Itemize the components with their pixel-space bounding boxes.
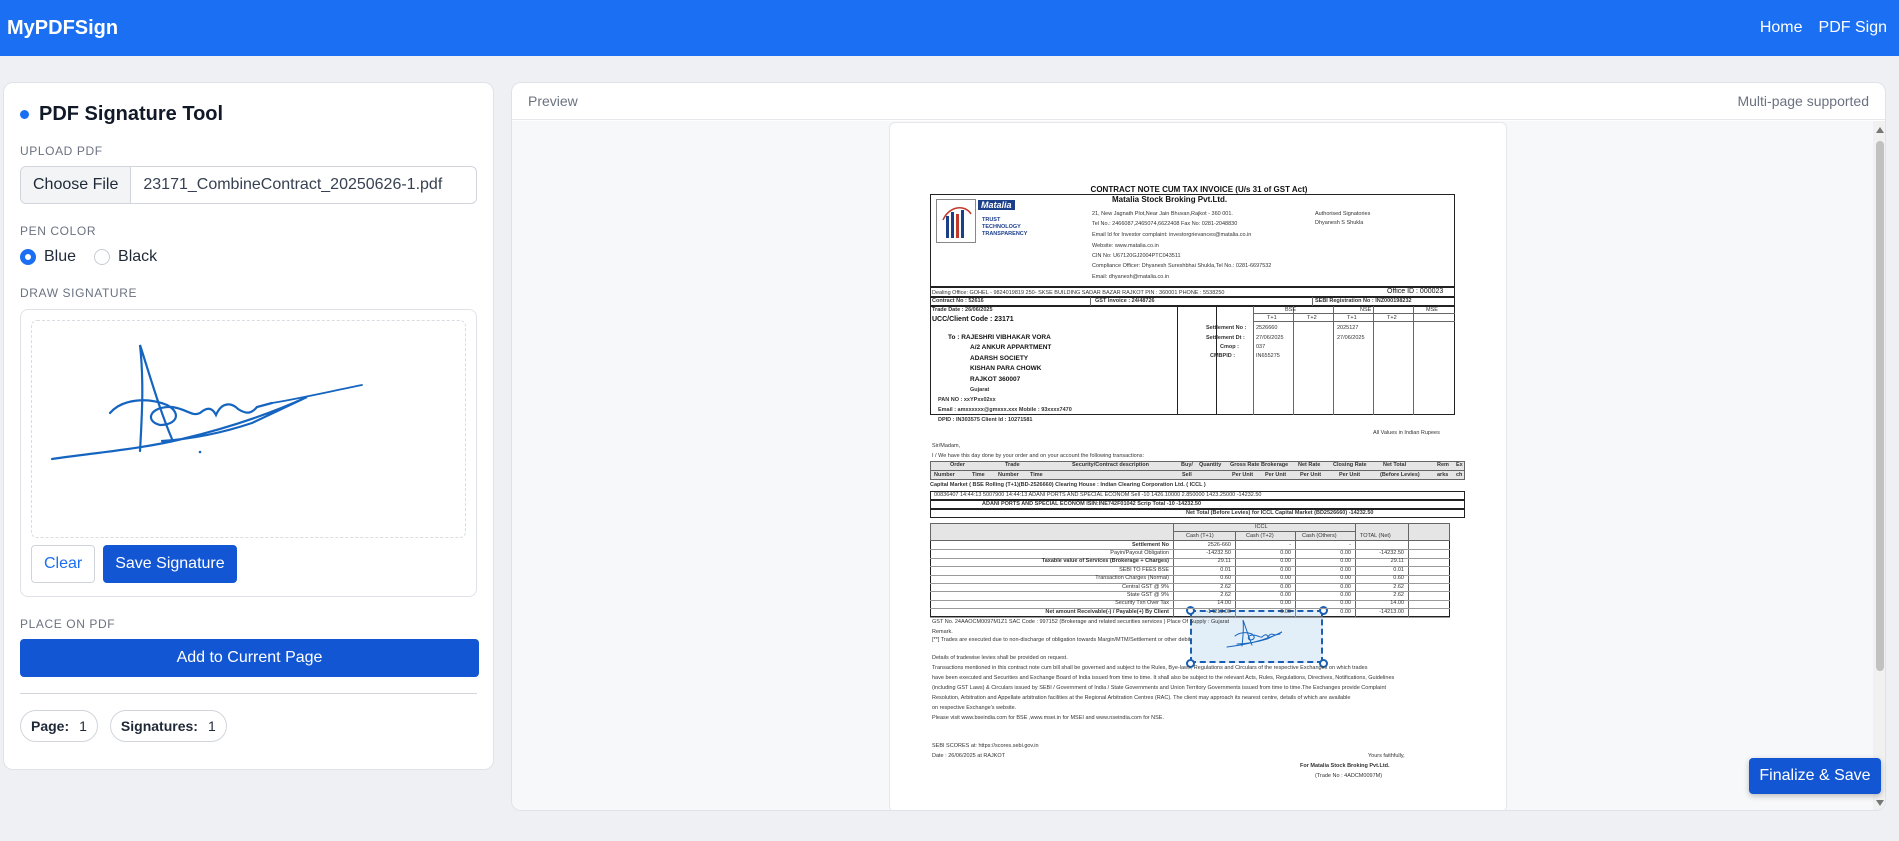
pen-color-black-label: Black [118,248,158,265]
settlement-value-1: 2526660 [1256,325,1278,331]
dealing-office: Dealing Office: GOHEL - 9824019819 250- SKSE BUILDING SADAR BAZAR RAJKOT PIN : 360001 PHONE : 5538250 [932,290,1225,296]
remark: Remark. [932,629,953,635]
client-name: To : RAJESHRI VIBHAKAR VORA [948,334,1051,341]
scroll-up-icon[interactable] [1876,127,1884,133]
summary-cell-label: Settlement No [1132,541,1169,548]
company-logo-icon [936,199,976,243]
nav-link-pdf-sign[interactable]: PDF Sign [1818,19,1887,36]
pen-color-label: PEN COLOR [20,224,97,238]
trade-sub-per-unit-3: Per Unit [1300,472,1322,478]
trade-sub-per-unit-4: Per Unit [1339,472,1361,478]
preview-scrollbar[interactable] [1873,121,1886,811]
grid-line [1173,523,1174,617]
logo-tagline-2: TECHNOLOGY [982,224,1021,230]
address-line-6: Compliance Officer: Dhyanesh Sureshbhai Shukla,Tel No.: 0281-6697532 [1092,263,1272,269]
summary-cell-v4: -14213.00 [1379,608,1404,615]
clear-signature-button[interactable]: Clear [31,545,95,583]
pdf-company-name: Matalia Stock Broking Pvt.Ltd. [1112,195,1228,204]
summary-cell-label: Security Txn Over Tax [1115,600,1169,607]
page-counter-label: Page: [31,718,70,734]
grid-line [1253,321,1455,322]
summary-cell-v3: 0.00 [1340,575,1351,582]
client-address-2: ADARSH SOCIETY [970,355,1029,362]
trade-sub-remarks: arks [1437,472,1449,478]
trade-header-remarks: Rem [1437,462,1449,468]
summary-cell-v3: 0.00 [1340,566,1351,573]
summary-cell-v1: 14.00 [1217,600,1231,607]
summary-cell-v3: 0.00 [1340,558,1351,565]
summary-header-cash-others: Cash (Others) [1302,533,1337,539]
save-signature-button[interactable]: Save Signature [103,545,236,583]
grid-line [1413,306,1414,415]
note-line: [**] Trades are executed due to non-discharge of obligation towards Margin/MTM/Settlement or other debit. [932,637,1192,643]
preview-header [512,83,1885,120]
gst-line: GST No. 24AAOCM0097M1Z1 SAC Code : 997152 (Brokerage and related securities services ) Place Of Supply : Gujarat [932,619,1230,625]
net-total: Net Total (Before Levies) for ICCL Capital Market (BD2526660) -14232.50 [1186,510,1374,516]
preview-title: Preview [528,93,578,109]
summary-cell-v3: 0.00 [1340,608,1351,615]
signatures-counter-label: Signatures: [120,718,198,734]
file-input[interactable] [20,166,477,204]
summary-cell-v1: 2.62 [1220,591,1231,598]
contract-no: Contract No : 52616 [932,298,984,304]
tool-title-text: PDF Signature Tool [39,103,224,125]
summary-header-total: TOTAL (Net) [1360,533,1391,539]
scrip-total: ADANI PORTS AND SPECIAL ECONOM ISIN:INE742F01042 Scrip Total -10 -14232.50 [982,501,1202,507]
summary-cell-v4: 2.62 [1393,583,1404,590]
tplus-3: T+1 [1347,315,1357,321]
settlement-label-4: CMBPID : [1210,353,1236,359]
summary-row-line [930,549,1450,550]
summary-header-iccl: ICCL [1255,524,1268,530]
brand-logo[interactable]: MyPDFSign [7,16,119,39]
summary-cell-v3: 0.00 [1340,583,1351,590]
settlement-label-3: Cmop : [1220,344,1239,350]
trade-no-footer: (Trade No : 4ADCM0097M) [1315,773,1383,779]
summary-cell-v2: 0.00 [1280,591,1291,598]
summary-cell-v2: 0.00 [1280,566,1291,573]
summary-cell-v2: 0.00 [1280,558,1291,565]
client-address-4: RAJKOT 360007 [970,376,1021,383]
summary-cell-v4: -14232.50 [1379,549,1404,556]
grid-line [1253,313,1455,314]
selected-file-name: 23171_CombineContract_20250626-1.pdf [143,176,443,193]
summary-cell-v2: - [1289,541,1291,548]
summary-cell-v1: 0.01 [1220,566,1231,573]
summary-row-line [930,558,1450,559]
summary-cell-v3: 0.00 [1340,549,1351,556]
trade-sub-sell: Sell [1182,472,1192,478]
summary-row-line [930,583,1450,584]
grid-line [1408,523,1409,617]
trade-header-trade: Trade [1005,462,1020,468]
terms-line-3: (including GST Laws) & Circulars issued by SEBI / Government of India / State Governments and Union Territory Governments issued from time to time.The Exchanges provide Complaint [932,685,1387,691]
signatures-counter-value: 1 [207,718,216,734]
trade-sub-exch: ch [1456,472,1463,478]
page-counter [20,710,98,742]
divider-line [1312,297,1313,306]
nav-link-home[interactable]: Home [1759,19,1803,36]
tplus-4: T+2 [1387,315,1397,321]
pdf-page-1[interactable] [889,122,1507,811]
grid-line [1173,531,1355,532]
draw-signature-label: DRAW SIGNATURE [20,286,138,300]
summary-cell-v4: 14.00 [1390,600,1404,607]
summary-cell-v1: -14232.50 [1206,549,1231,556]
trade-header-closing: Closing Rate [1333,462,1367,468]
upload-label: UPLOAD PDF [20,144,103,158]
logo-tagline-1: TRUST [982,217,1001,223]
terms-line-6: Please visit www.bseindia.com for BSE ,www.msei.in for MSEI and www.nseindia.com for NSE. [932,715,1165,721]
top-navbar [0,0,1899,56]
status-pills [20,710,477,742]
exchange-mse: MSE [1426,307,1438,313]
sebi-scores: SEBI SCORES at: https://scores.sebi.gov.in [932,743,1039,749]
logo-wordmark: Matalia [978,200,1015,210]
intro-text: I / We have this day done by your order and on your account the following transactions: [932,453,1145,459]
summary-row-line [930,617,1450,618]
summary-cell-v1: -14213.00 [1206,608,1231,615]
settlement-value-nse-2: 27/06/2025 [1337,335,1365,341]
address-line-7: Email: dhyanesh@matalia.co.in [1092,274,1170,280]
summary-cell-v2: 0.00 [1280,549,1291,556]
pen-color-blue-label: Blue [44,248,77,265]
trade-header-security: Security/Contract description [1072,462,1150,468]
tplus-2: T+2 [1307,315,1317,321]
summary-cell-label: Taxable value of Services (Brokerage + Charges) [1041,558,1169,565]
settlement-value-4: IN655275 [1256,353,1280,359]
salutation: Sir/Madam, [932,443,961,449]
summary-cell-label: Payin/Payout Obligation [1110,549,1169,556]
signature-pad-container [20,309,477,597]
radio-checked-icon[interactable] [20,249,36,265]
summary-cell-label: State GST @ 9% [1126,591,1169,598]
pdf-heading: CONTRACT NOTE CUM TAX INVOICE (U/s 31 of GST Act) [1090,185,1308,194]
tool-title [20,103,477,126]
summary-cell-v3: 0.00 [1340,600,1351,607]
scroll-thumb[interactable] [1876,141,1884,671]
client-pan: PAN NO : xxYPxx02xx [938,397,996,403]
terms-line-2: have been executed and Securities and Exchange Board of India issued from time to time. It shall also be subject to the relevant Acts, Rules, Regulations, Directives, Notifications, Guidelines [932,675,1395,681]
settlement-value-2: 27/06/2025 [1256,335,1284,341]
trade-header-qty: Quantity [1199,462,1222,468]
multipage-note: Multi-page supported [1737,93,1869,109]
nav-links [1760,19,1887,37]
trade-date: Trade Date : 26/06/2025 [932,307,993,313]
summary-cell-v3: 0.00 [1340,591,1351,598]
summary-header-cash-t1: Cash (T+1) [1186,533,1214,539]
summary-cell-v2: 0.00 [1280,583,1291,590]
choose-file-button[interactable]: Choose File [21,167,131,203]
summary-cell-v4: 0.01 [1393,566,1404,573]
trade-sub-time-2: Time [1030,472,1043,478]
preview-panel [511,82,1886,811]
sebi-registration: SEBI Registration No : INZ000198232 [1315,298,1412,304]
trade-header-net-total: Net Total [1383,462,1407,468]
trade-header-exch: Ex [1456,462,1463,468]
signatures-counter [110,710,227,742]
radio-unchecked-icon[interactable] [94,249,110,265]
terms-line-1: Transactions mentioned in this contract note cum bill shall be governed and subject to the Rules, Bye-laws, Regulations and Circulars of the respective Exchanges on which trades [932,665,1368,671]
capital-market-line: Capital Market ( BSE Rolling (T+1)(BD-2526660) Clearing House : Indian Clearing Corporation Ltd. ( ICCL ) [930,482,1206,488]
grid-line [1293,306,1294,415]
summary-cell-v1: 0.60 [1220,575,1231,582]
summary-cell-v1: 29.11 [1217,558,1231,565]
summary-row-line [930,591,1450,592]
trade-sub-number-2: Number [998,472,1019,478]
placed-signature-box[interactable] [1190,610,1323,663]
exchange-nse: NSE [1360,307,1372,313]
summary-cell-v2: 0.00 [1280,608,1291,615]
summary-cell-label: Central GST @ 9% [1121,583,1169,590]
summary-row-line [930,608,1450,609]
signatory-name: Dhyanesh S Shukla [1315,220,1364,226]
signature-actions [31,545,466,583]
summary-cell-v4: 29.11 [1390,558,1404,565]
summary-row-line [930,600,1450,601]
client-state: Gujarat [970,387,990,393]
summary-cell-label: Transaction Charges (Normal) [1095,575,1169,582]
panel-divider [20,693,477,694]
pen-color-options [20,248,477,266]
place-on-pdf-label: PLACE ON PDF [20,617,116,631]
gst-invoice: GST Invoice : 24/48726 [1095,298,1155,304]
signature-canvas[interactable] [31,320,466,538]
settlement-value-3: 037 [1256,344,1266,350]
finalize-save-button[interactable]: Finalize & Save [1749,758,1881,794]
office-id: Office ID : 000023 [1387,288,1444,295]
signatory-title: Authorised Signatories [1315,211,1371,217]
grid-line [1373,306,1374,415]
pen-color-blue-option[interactable] [20,248,76,266]
drawn-signature [32,321,467,537]
summary-row-line [930,566,1450,567]
grid-line [1333,306,1334,415]
signature-tool-panel [3,82,494,770]
scroll-down-icon[interactable] [1876,800,1884,806]
page-counter-value: 1 [79,718,87,734]
grid-line [1355,523,1356,617]
for-company: For Matalia Stock Broking Pvt.Ltd. [1300,763,1390,769]
logo-tagline-3: TRANSPARENCY [982,231,1028,237]
summary-cell-label: Net amount Receivable(-) / Payable(+) By Client [1045,608,1169,615]
grid-line [930,470,1465,471]
client-address-3: KISHAN PARA CHOWK [970,365,1042,372]
bullet-dot-icon [20,110,29,119]
client-email-mobile: Email : amxxxxxx@gmxxx.xxx Mobile : 93xxxx7470 [938,407,1072,413]
address-line-2: Tel No.: 2466087,2465074,6622408 Fax No: 0281-2048830 [1092,221,1238,227]
summary-cell-label: SEBI TO FEES BSE [1119,566,1169,573]
settlement-label-2: Settlement Dt : [1206,335,1245,341]
terms-line-4: Resolution, Arbitration and Appellate arbitration facilities at the Regional Arbitration Centres (RAC). The client may approach its nearest centre, details of which are available [932,695,1351,701]
trade-header-gross: Gross Rate [1230,462,1260,468]
tplus-1: T+1 [1267,315,1277,321]
trade-header-order: Order [950,462,965,468]
trade-header-buy: Buy/ [1181,462,1193,468]
summary-cell-v2: 0.00 [1280,575,1291,582]
client-address-1: A/2 ANKUR APPARTMENT [970,344,1052,351]
add-to-current-page-button[interactable]: Add to Current Page [20,639,479,677]
summary-header-cash-t2: Cash (T+2) [1246,533,1274,539]
preview-scroll-area[interactable] [512,121,1886,811]
trade-header-brokerage: Brokerage [1261,462,1289,468]
summary-cell-v4: 0.60 [1393,575,1404,582]
summary-cell-v4: 2.62 [1393,591,1404,598]
trade-header-net-rate: Net Rate [1298,462,1321,468]
dealing-row-box [930,287,1455,297]
client-dpid: DPID : IN303575 Client Id : 10271581 [938,417,1033,423]
terms-line-5: on respective Exchange's website. [932,705,1017,711]
summary-cell-v3: - [1349,541,1351,548]
grid-line [1253,306,1254,415]
trade-sub-time: Time [972,472,985,478]
ucc-code: UCC/Client Code : 23171 [932,316,1014,323]
trade-sub-number: Number [934,472,955,478]
settlement-label-1: Settlement No : [1206,325,1247,331]
divider-line [1090,297,1091,306]
yours-faithfully: Yours faithfully, [1368,753,1405,759]
trade-row: 00836407 14:44:13 5007900 14:44:13 ADANI PORTS AND SPECIAL ECONOM Sell -10 1426.10000 2.850000 1423.25000 -14232.50 [934,492,1262,498]
address-line-3: Email Id for Investor complaint: investorgrievances@matalia.co.in [1092,232,1252,238]
trade-sub-per-unit-2: Per Unit [1265,472,1287,478]
date-place: Date : 26/06/2025 at RAJKOT [932,753,1006,759]
summary-cell-v1: 2.62 [1220,583,1231,590]
details-line: Details of tradewise levies shall be provided on request. [932,655,1068,661]
summary-cell-v2: 0.00 [1280,600,1291,607]
settlement-value-nse-1: 2025127 [1337,325,1359,331]
address-line-5: CIN No: U67120GJ2004PTC043511 [1092,253,1181,259]
all-values-note: All Values in Indian Rupees [1373,430,1440,436]
trade-sub-before-levies: (Before Levies) [1380,472,1420,478]
address-line-1: 21, New Jagnath Plot,Near Jain Bhuvan,Rajkot - 360 001. [1092,211,1233,217]
summary-cell-v1: 2526-660 [1207,541,1231,548]
pen-color-black-option[interactable] [94,248,157,266]
trade-sub-per-unit-1: Per Unit [1232,472,1254,478]
summary-row-line [930,575,1450,576]
exchange-bse: BSE [1285,307,1297,313]
address-line-4: Website: www.matalia.co.in [1092,243,1159,249]
